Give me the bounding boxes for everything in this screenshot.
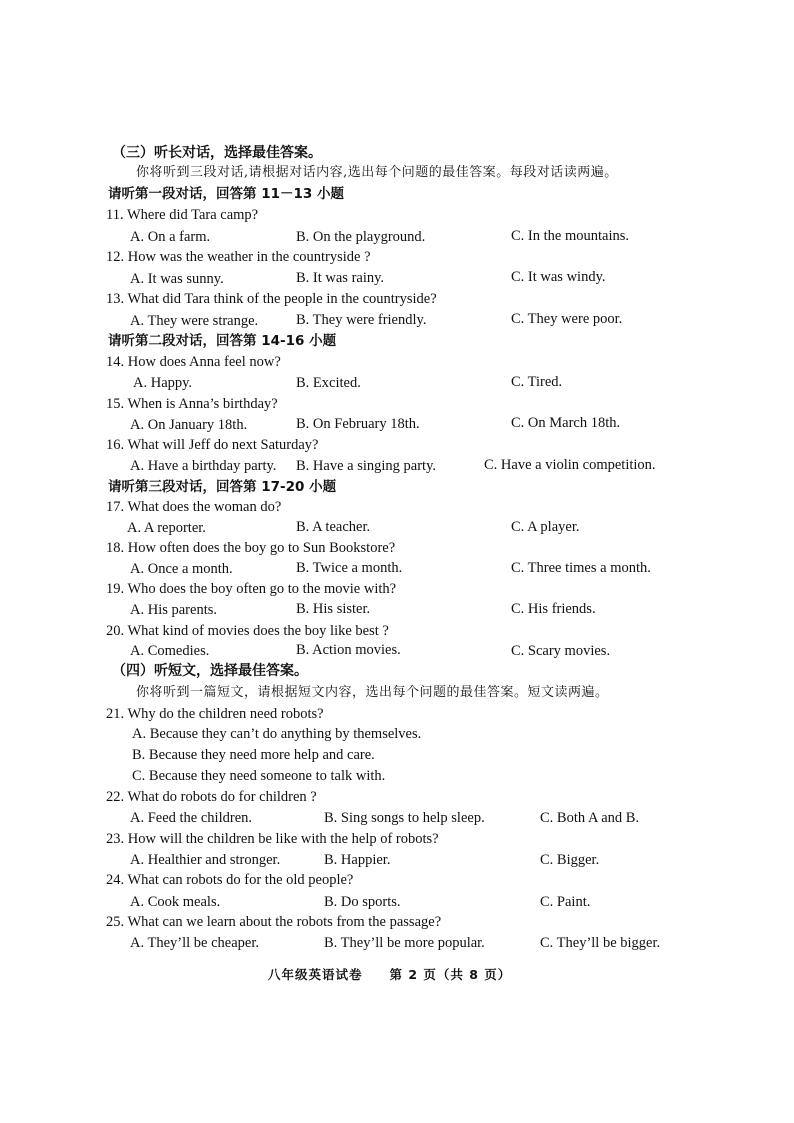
part-1-heading: 请听第一段对话，回答第 11－13 小题 — [108, 186, 344, 202]
option-14-c: C. Tired. — [511, 374, 563, 390]
option-23-c: C. Bigger. — [540, 852, 600, 868]
option-17-a: A. A reporter. — [127, 520, 206, 536]
question-20: 20. What kind of movies does the boy like best ? — [106, 623, 389, 639]
option-24-c: C. Paint. — [540, 894, 591, 910]
option-19-c: C. His friends. — [511, 601, 596, 617]
option-25-b: B. They’ll be more popular. — [324, 935, 485, 951]
option-18-c: C. Three times a month. — [511, 560, 651, 576]
option-21-a: A. Because they can’t do anything by themselves. — [132, 726, 422, 742]
option-16-b: B. Have a singing party. — [296, 458, 437, 474]
option-21-b: B. Because they need more help and care. — [132, 747, 375, 763]
option-20-b: B. Action movies. — [296, 642, 401, 658]
option-23-b: B. Happier. — [324, 852, 391, 868]
option-23-a: A. Healthier and stronger. — [130, 852, 281, 868]
question-13: 13. What did Tara think of the people in the countryside? — [106, 291, 437, 307]
option-11-b: B. On the playground. — [296, 229, 426, 245]
question-22: 22. What do robots do for children ? — [106, 789, 317, 805]
option-20-a: A. Comedies. — [130, 643, 210, 659]
option-17-c: C. A player. — [511, 519, 580, 535]
option-20-c: C. Scary movies. — [511, 643, 611, 659]
option-11-c: C. In the mountains. — [511, 228, 630, 244]
option-22-c: C. Both A and B. — [540, 810, 640, 826]
option-18-b: B. Twice a month. — [296, 560, 403, 576]
question-18: 18. How often does the boy go to Sun Bookstore? — [106, 540, 396, 556]
page-footer: 八年级英语试卷 第 2 页（共 8 页） — [268, 967, 512, 982]
option-21-c: C. Because they need someone to talk with. — [132, 768, 386, 784]
question-19: 19. Who does the boy often go to the movie with? — [106, 581, 397, 597]
question-24: 24. What can robots do for the old people? — [106, 872, 354, 888]
option-14-b: B. Excited. — [296, 375, 361, 391]
question-25: 25. What can we learn about the robots from the passage? — [106, 914, 442, 930]
question-21: 21. Why do the children need robots? — [106, 706, 324, 722]
option-18-a: A. Once a month. — [130, 561, 233, 577]
option-15-c: C. On March 18th. — [511, 415, 621, 431]
option-15-b: B. On February 18th. — [296, 416, 420, 432]
option-19-b: B. His sister. — [296, 601, 371, 617]
question-15: 15. When is Anna’s birthday? — [106, 396, 278, 412]
option-25-a: A. They’ll be cheaper. — [130, 935, 259, 951]
section-3-heading: （三）听长对话，选择最佳答案。 — [112, 145, 322, 161]
option-13-b: B. They were friendly. — [296, 312, 427, 328]
question-12: 12. How was the weather in the countryside ? — [106, 249, 371, 265]
option-15-a: A. On January 18th. — [130, 417, 248, 433]
option-17-b: B. A teacher. — [296, 519, 371, 535]
question-17: 17. What does the woman do? — [106, 499, 282, 515]
option-11-a: A. On a farm. — [130, 229, 211, 245]
option-13-a: A. They were strange. — [130, 313, 259, 329]
question-16: 16. What will Jeff do next Saturday? — [106, 437, 319, 453]
option-12-c: C. It was windy. — [511, 269, 606, 285]
part-2-heading: 请听第二段对话，回答第 14-16 小题 — [108, 333, 337, 349]
option-19-a: A. His parents. — [130, 602, 217, 618]
option-16-a: A. Have a birthday party. — [130, 458, 277, 474]
part-3-heading: 请听第三段对话，回答第 17-20 小题 — [108, 479, 337, 495]
option-25-c: C. They’ll be bigger. — [540, 935, 661, 951]
option-22-a: A. Feed the children. — [130, 810, 253, 826]
option-13-c: C. They were poor. — [511, 311, 623, 327]
option-24-a: A. Cook meals. — [130, 894, 221, 910]
question-23: 23. How will the children be like with the help of robots? — [106, 831, 439, 847]
section-4-heading: （四）听短文，选择最佳答案。 — [112, 663, 308, 679]
option-14-a: A. Happy. — [133, 375, 193, 391]
option-12-b: B. It was rainy. — [296, 270, 385, 286]
question-14: 14. How does Anna feel now? — [106, 354, 281, 370]
option-16-c: C. Have a violin competition. — [484, 457, 656, 473]
section-3-instruction: 你将听到三段对话,请根据对话内容,选出每个问题的最佳答案。每段对话读两遍。 — [136, 165, 618, 180]
option-24-b: B. Do sports. — [324, 894, 401, 910]
option-22-b: B. Sing songs to help sleep. — [324, 810, 485, 826]
question-11: 11. Where did Tara camp? — [106, 207, 259, 223]
option-12-a: A. It was sunny. — [130, 271, 224, 287]
section-4-instruction: 你将听到一篇短文，请根据短文内容，选出每个问题的最佳答案。短文读两遍。 — [136, 685, 609, 700]
